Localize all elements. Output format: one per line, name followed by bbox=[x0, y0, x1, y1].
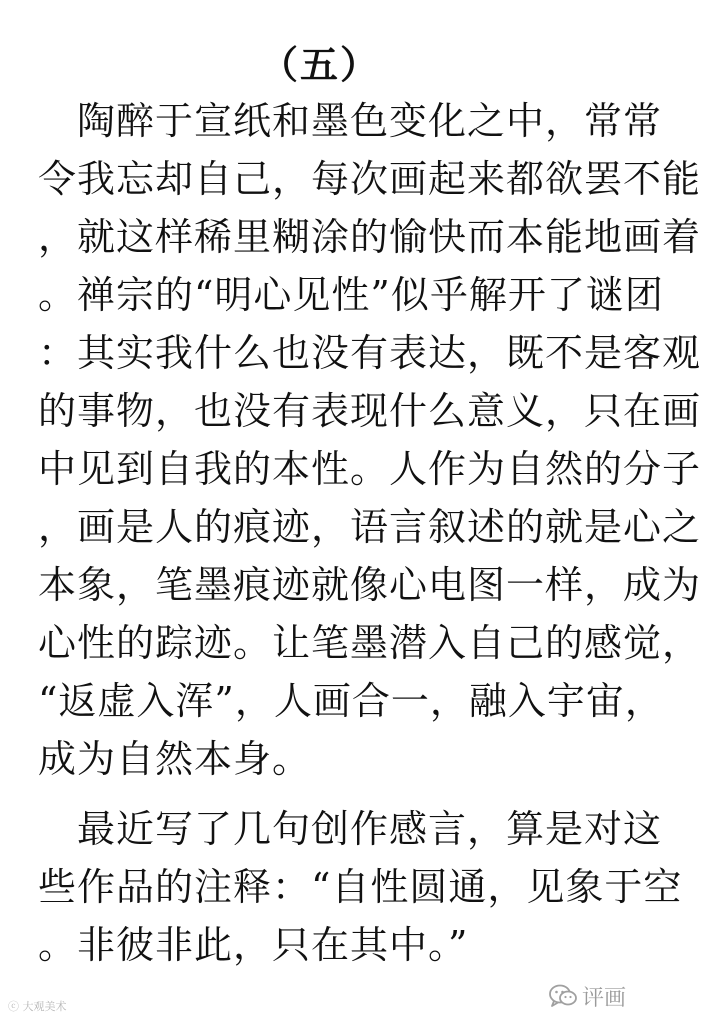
text-line-5: ：其实我什么也没有表达，既不是客观 bbox=[38, 331, 701, 375]
text-line-13: 最近写了几句创作感言，算是对这 bbox=[38, 807, 663, 851]
brand-label: 评画 bbox=[581, 985, 626, 1011]
text-line-14: 些作品的注释：“自性圆通，见象于空 bbox=[38, 865, 683, 909]
text-line-4: 。禅宗的“明心见性”似乎解开了谜团 bbox=[38, 273, 664, 317]
text-line-10: 心性的踪迹。让笔墨潜入自己的感觉， bbox=[38, 621, 701, 665]
text-line-12: 成为自然本身。 bbox=[38, 737, 312, 781]
watermark: ⓒ 大观美术 bbox=[8, 1000, 67, 1013]
text-line-3: ，就这样稀里糊涂的愉快而本能地画着 bbox=[38, 215, 701, 259]
text-line-2: 令我忘却自己，每次画起来都欲罢不能 bbox=[38, 157, 701, 201]
wechat-icon bbox=[548, 983, 578, 1009]
text-line-15: 。非彼非此，只在其中。” bbox=[38, 923, 469, 967]
text-line-6: 的事物，也没有表现什么意义，只在画 bbox=[38, 389, 701, 433]
text-line-1: 陶醉于宣纸和墨色变化之中，常常 bbox=[38, 99, 663, 143]
text-line-9: 本象，笔墨痕迹就像心电图一样，成为 bbox=[38, 563, 701, 607]
text-line-11: “返虚入浑”，人画合一，融入宇宙， bbox=[38, 679, 664, 723]
section-heading: （五） bbox=[259, 42, 380, 87]
brand-badge bbox=[548, 982, 626, 1010]
text-line-7: 中见到自我的本性。人作为自然的分子 bbox=[38, 447, 701, 491]
text-line-8: ，画是人的痕迹，语言叙述的就是心之 bbox=[38, 505, 701, 549]
